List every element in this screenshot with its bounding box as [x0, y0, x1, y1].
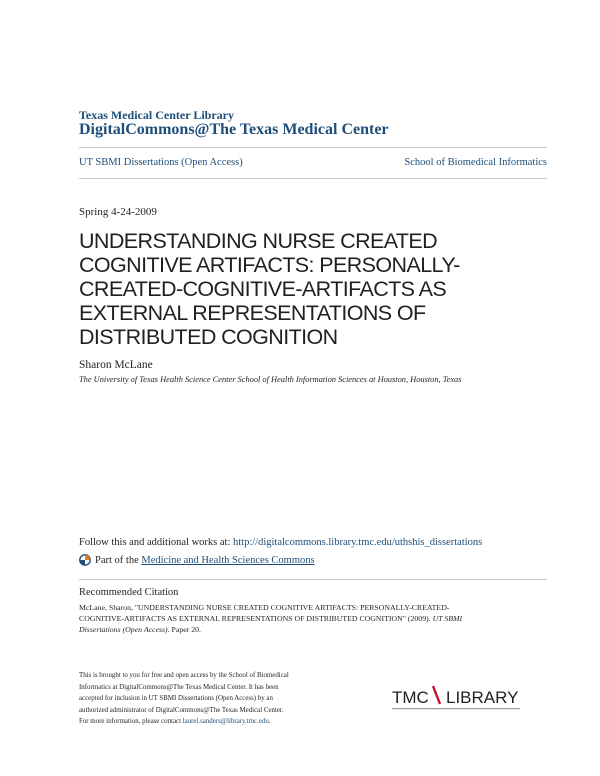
notice-line: Informatics at DigitalCommons@The Texas Medical Center. It has been [79, 683, 279, 691]
author-affiliation: The University of Texas Health Science Center School of Health Information Sciences at Houston, Houston, Texas [79, 375, 462, 384]
author-name: Sharon McLane [79, 359, 153, 371]
recommended-citation-heading: Recommended Citation [79, 587, 179, 598]
top-divider [79, 147, 547, 148]
logo-accent-mark [433, 686, 440, 704]
header-divider [79, 178, 547, 179]
commons-link[interactable]: Medicine and Health Sciences Commons [141, 554, 315, 566]
title-line: DISTRIBUTED COGNITION [79, 325, 338, 349]
collection-url-link[interactable]: http://digitalcommons.library.tmc.edu/uthshis_dissertations [233, 537, 483, 548]
notice-line: For more information, please contact laurel.sanders@library.tmc.edu. [79, 718, 271, 725]
logo-underline [392, 708, 520, 709]
tmc-library-logo [392, 683, 522, 713]
commons-network-icon [79, 554, 91, 566]
citation-line: McLane, Sharon, "UNDERSTANDING NURSE CREATED COGNITIVE ARTIFACTS: PERSONALLY-CREATED- [79, 603, 450, 612]
title-line: UNDERSTANDING NURSE CREATED [79, 229, 438, 253]
part-of-line [79, 554, 315, 566]
citation-text [79, 602, 509, 635]
publication-date: Spring 4-24-2009 [79, 206, 157, 218]
title-line: CREATED-COGNITIVE-ARTIFACTS AS [79, 277, 447, 301]
document-title [79, 229, 499, 349]
site-name[interactable]: DigitalCommons@The Texas Medical Center [79, 121, 389, 138]
follow-prefix: Follow this and additional works at: [79, 537, 233, 548]
citation-line: Dissertations (Open Access). Paper 20. [79, 625, 201, 634]
logo-text-right: LIBRARY [446, 688, 519, 707]
notice-line: authorized administrator of DigitalCommons@The Texas Medical Center. [79, 706, 284, 714]
notice-line: accepted for inclusion in UT SBMI Dissertations (Open Access) by an [79, 695, 273, 702]
citation-line: COGNITIVE-ARTIFACTS AS EXTERNAL REPRESENTATIONS OF DISTRIBUTED COGNITION" (2009). UT SBMI [79, 614, 463, 623]
logo-text-left: TMC [392, 688, 429, 707]
notice-line: This is brought to you for free and open access by the School of Biomedical [79, 672, 289, 679]
title-line: EXTERNAL REPRESENTATIONS OF [79, 301, 426, 325]
contact-email-link[interactable]: laurel.sanders@library.tmc.edu [182, 718, 269, 725]
citation-divider [79, 579, 547, 580]
library-name[interactable]: Texas Medical Center Library [79, 108, 234, 122]
follow-line [79, 537, 482, 548]
school-link[interactable]: School of Biomedical Informatics [404, 157, 547, 168]
collection-link[interactable]: UT SBMI Dissertations (Open Access) [79, 157, 243, 168]
part-of-prefix: Part of the [95, 554, 142, 566]
access-notice [79, 670, 314, 728]
title-line: COGNITIVE ARTIFACTS: PERSONALLY- [79, 253, 460, 277]
